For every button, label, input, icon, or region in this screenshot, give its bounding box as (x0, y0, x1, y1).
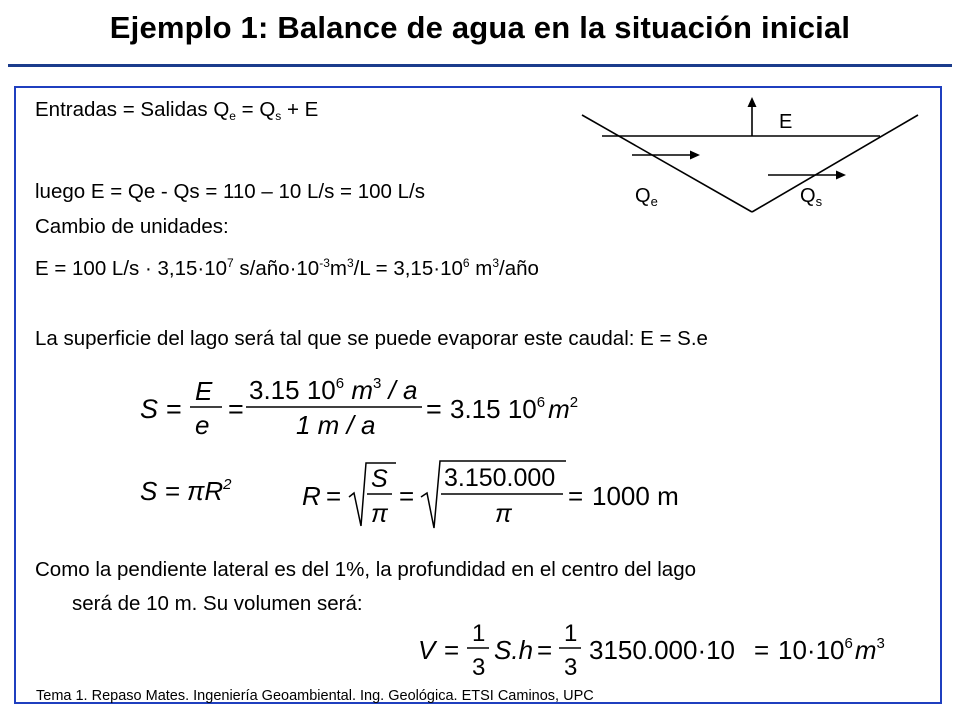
svg-text:=: = (444, 635, 460, 665)
svg-text:R: R (302, 481, 321, 511)
svg-text:3.15 106m2: 3.15 $10^6$ $m^2$ (450, 394, 579, 424)
label-outflow: $Q_s$ (800, 185, 823, 209)
svg-text:E: E (195, 376, 213, 406)
page-title: Ejemplo 1: Balance de agua en la situación inicial (109, 10, 851, 45)
svg-text:3: 3 (564, 654, 578, 681)
svg-text:=: = (426, 394, 442, 424)
svg-text:1000 m: 1000 m (592, 481, 679, 511)
surface-statement-line: La superficie del lago será tal que se puede evaporar este caudal: E = S.e (35, 327, 708, 350)
unit-conversion-line: E = 100 $L/s \cdot 3,15\cdot 10^7$ $s/año\cdot 10^{-3}m^3/L = 3,15\cdot 10^6$ $m^3$/año (35, 256, 539, 280)
footer-credit: Tema 1. Repaso Mates. Ingeniería Geoambiental. Ing. Geológica. ETSI Caminos, UPC (36, 688, 594, 704)
svg-text:=: = (166, 394, 182, 424)
slope-statement-line: Como la pendiente lateral es del 1%, la profundidad en el centro del lago (35, 558, 696, 581)
unit-change-heading: Cambio de unidades: (35, 215, 229, 238)
evaporation-calc-line: luego E = Qe - Qs = 110 – 10 L/s = 100 L/s (35, 180, 425, 203)
svg-text:π: π (371, 500, 388, 528)
svg-text:=: = (399, 481, 415, 511)
svg-text:S.h: S.h (494, 635, 534, 665)
svg-text:=: = (568, 481, 584, 511)
label-evaporation: E (779, 111, 793, 133)
svg-text:3.15 106 m3 / a: 3.15 $10^6$ $m^3$ / a (249, 375, 418, 405)
radius-equation (302, 461, 679, 528)
svg-text:e: e (195, 410, 210, 440)
svg-text:3.150.000: 3.150.000 (444, 464, 556, 492)
surface-equation (140, 375, 578, 440)
volume-equation (418, 620, 885, 681)
area-equation (140, 476, 232, 506)
svg-text:3150.000·10: 3150.000·10 (589, 635, 736, 665)
svg-text:=: = (754, 635, 770, 665)
label-inflow: $Q_e$ (635, 185, 658, 209)
svg-text:=: = (326, 481, 342, 511)
svg-text:1 m / a: 1 m / a (296, 410, 376, 440)
svg-text:10·106m3: $10\cdot 10^6m^3$ (778, 635, 885, 665)
balance-equation-line: Entradas = Salidas $Q_e = Q_s + E$ (35, 98, 319, 123)
svg-text:S: S (371, 465, 388, 493)
svg-text:1: 1 (564, 620, 578, 647)
svg-text:3: 3 (472, 654, 486, 681)
svg-text:π: π (495, 500, 512, 528)
svg-text:1: 1 (472, 620, 486, 647)
svg-text:V: V (418, 635, 436, 665)
svg-text:S: S (140, 394, 159, 424)
svg-text:=: = (537, 635, 553, 665)
svg-text:S = πR2: $S = \pi R^2$ (140, 476, 232, 506)
svg-text:=: = (228, 394, 244, 424)
volume-statement-line: será de 10 m. Su volumen será: (72, 592, 363, 615)
